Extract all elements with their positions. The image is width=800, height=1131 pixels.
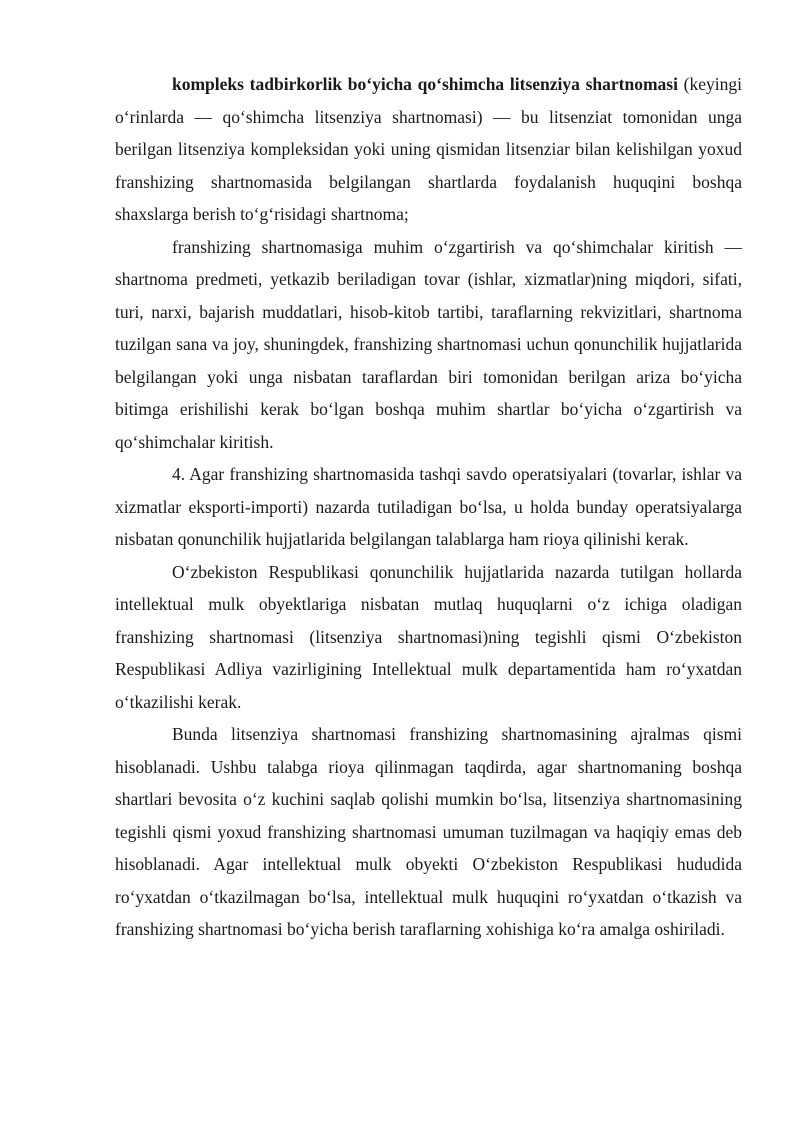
paragraph-amendments: franshizing shartnomasiga muhim o‘zgartirish va qo‘shimchalar kiritish — shartnoma predmeti, yetkazib beriladigan tovar (ishlar, xizmatlar)ning miqdori, sifati, turi, narxi, bajarish muddatlari, hisob-kitob tartibi, taraflarning rekvizitlari, shartnoma tuzilgan sana va joy, shuningdek, franshizing shartnomasi uchun qonunchilik hujjatlarida belgilangan yoki unga nisbatan taraflardan biri tomonidan berilgan ariza bo‘yicha bitimga erishilishi kerak bo‘lgan boshqa muhim shartlar bo‘yicha o‘zgartirish va qo‘shimchalar kiritish. — [115, 236, 742, 452]
paragraph-text: (keyingi o‘rinlarda — qo‘shimcha litsenziya shartnomasi) — bu litsenziat tomonidan unga berilgan litsenziya kompleksidan yoki uning qismidan litsenziar bilan kelishilgan yoxud franshizing shartnomasida belgilangan shartlarda foydalanish huquqini boshqa shaxslarga berish to‘g‘risidagi shartnoma; — [115, 74, 742, 224]
paragraph-license-definition — [115, 68, 742, 231]
bold-term: kompleks tadbirkorlik bo‘yicha qo‘shimcha litsenziya shartnomasi — [172, 74, 678, 94]
paragraph-foreign-trade: 4. Agar franshizing shartnomasida tashqi savdo operatsiyalari (tovarlar, ishlar va xizmatlar eksporti-importi) nazarda tutiladigan bo‘lsa, u holda bunday operatsiyalarga nisbatan qonunchilik hujjatlarida belgilangan talablarga ham rioya qilinishi kerak. — [115, 464, 742, 549]
document-page — [115, 68, 742, 946]
paragraph-invalidity: Bunda litsenziya shartnomasi franshizing shartnomasining ajralmas qismi hisoblanadi. Ushbu talabga rioya qilinmagan taqdirda, agar shartnomaning boshqa shartlari bevosita o‘z kuchini saqlab qolishi mumkin bo‘lsa, litsenziya shartnomasining tegishli qismi yoxud franshizing shartnomasi umuman tuzilmagan va haqiqiy emas deb hisoblanadi. Agar intellektual mulk obyekti O‘zbekiston Respublikasi hududida ro‘yxatdan o‘tkazilmagan bo‘lsa, intellektual mulk huquqini ro‘yxatdan o‘tkazish va franshizing shartnomasi bo‘yicha berish taraflarning xohishiga ko‘ra amalga oshiriladi. — [115, 724, 742, 939]
paragraph-registration: O‘zbekiston Respublikasi qonunchilik hujjatlarida nazarda tutilgan hollarda intellektual mulk obyektlariga nisbatan mutlaq huquqlarni o‘z ichiga oladigan franshizing shartnomasi (litsenziya shartnomasi)ning tegishli qismi O‘zbekiston Respublikasi Adliya vazirligining Intellektual mulk departamentida ham ro‘yxatdan o‘tkazilishi kerak. — [115, 561, 742, 712]
